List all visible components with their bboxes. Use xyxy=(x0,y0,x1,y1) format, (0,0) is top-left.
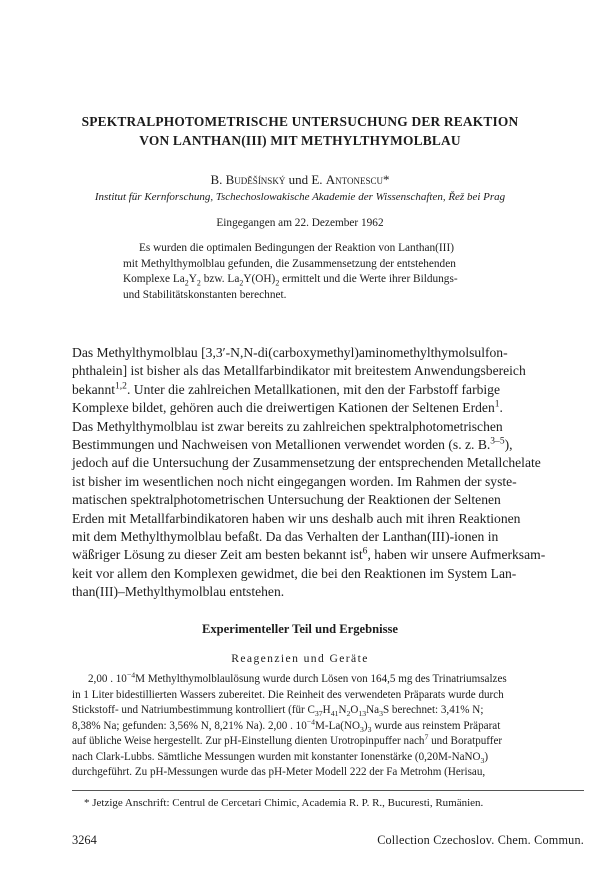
experimental-line: in 1 Liter bidestillierten Wassers zubereitet. Die Reinheit des verwendeten Präparats wurde durch xyxy=(72,688,504,701)
citation-ref: 6 xyxy=(362,546,368,557)
author-1-name: Buděšínský xyxy=(225,172,286,187)
title-line-1: SPEKTRALPHOTOMETRISCHE UNTERSUCHUNG DER REAKTION xyxy=(81,114,519,129)
body-line: keit vor allem den Komplexen gewidmet, die bei den Reaktionen im System Lan- xyxy=(72,565,517,581)
body-line: than(III)–Methylthymolblau entstehen. xyxy=(72,584,285,600)
body-line: phthalein] ist bisher als das Metallfarbindikator mit breitestem Anwendungsbereich xyxy=(72,363,526,379)
body-line: Bestimmungen und Nachweisen von Metallionen verwendet worden (s. z. B.$^{3-5}$), xyxy=(72,436,513,453)
author-conjunction: und E. xyxy=(285,172,326,187)
body-line: matischen spektralphotometrischen Untersuchung der Reaktionen der Seltenen xyxy=(72,492,501,508)
page-number: 3264 xyxy=(72,833,97,847)
article-title xyxy=(60,112,540,150)
body-line: mit dem Methylthymolblau befaßt. Da das Verhalten der Lanthan(III)-ionen in xyxy=(72,529,499,545)
experimental-line: 8,38% Na; gefunden: 3,56% N, 8,21% Na). 2,00 . $10^{-4}M-La(NO_3)_3$ wurde aus reinstem Präparat xyxy=(72,716,501,734)
experimental-paragraph xyxy=(72,672,592,781)
body-line: jedoch auf die Untersuchung der Zusammensetzung der entsprechenden Metallchelate xyxy=(72,455,541,471)
section-heading: Experimenteller Teil und Ergebnisse xyxy=(201,622,399,636)
citation-ref: 1,2 xyxy=(115,381,127,392)
footnote: * Jetzige Anschrift: Centrul de Cercetari Chimic, Academia R. P. R., Bucuresti, Rumänien. xyxy=(84,797,484,809)
body-line: ist bisher im wesentlichen noch nicht eingegangen worden. Im Rahmen der syste- xyxy=(72,473,517,489)
institute-affiliation: Institut für Kernforschung, Tschechoslowakische Akademie der Wissenschaften, Řež bei Prag xyxy=(94,191,506,203)
body-line: bekannt$^{1,2}$. Unter die zahlreichen Metallkationen, mit den der Farbstoff farbige xyxy=(72,381,501,397)
experimental-line: nach Clark-Lubbs. Sämtliche Messungen wurden mit konstanter Ionenstärke (0,20M-NaNO$_3$) xyxy=(72,750,489,765)
title-line-2: VON LANTHAN(III) MIT METHYLTHYMOLBLAU xyxy=(139,133,461,148)
abstract-line: mit Methylthymolblau gefunden, die Zusammensetzung der entstehenden xyxy=(123,257,456,270)
received-date: Eingegangen am 22. Dezember 1962 xyxy=(216,217,384,229)
author-line xyxy=(60,172,540,188)
subsection-heading: Reagenzien und Geräte xyxy=(231,652,369,665)
footnote-divider xyxy=(72,790,584,791)
abstract xyxy=(123,241,517,303)
experimental-line: 2,00 . $10^{-4}M$ Methylthymolblaulösung wurde durch Lösen von 164,5 mg des Trinatriumsalzes xyxy=(88,670,507,685)
experimental-line: auf übliche Weise hergestellt. Zur pH-Einstellung dienten Urotropinpuffer nach$^7$ und Boratpuffer xyxy=(72,732,503,747)
body-line: Das Methylthymolblau ist zwar bereits zu zahlreichen spektralphotometrischen xyxy=(72,418,503,434)
author-2-name: Antonescu xyxy=(325,172,384,187)
body-line: wäßriger Lösung zu dieser Zeit am besten bekannt ist$^6$, haben wir unsere Aufmerksam- xyxy=(72,546,546,563)
body-paragraph xyxy=(72,344,582,602)
citation-ref: 3–5 xyxy=(490,436,505,447)
body-line: Erden mit Metallfarbindikatoren haben wir uns deshalb auch mit ihren Reaktionen xyxy=(72,510,521,526)
experimental-line: durchgeführt. Zu pH-Messungen wurde das pH-Meter Modell 222 der Fa Metrohm (Herisau, xyxy=(72,766,486,778)
citation-ref: 1 xyxy=(494,399,500,410)
experimental-line: Stickstoff- und Natriumbestimmung kontrolliert (für $C_{37}H_{41}N_2O_{13}Na_3S$ berechnet: 3,41% N; xyxy=(72,704,484,719)
abstract-line: und Stabilitätskonstanten berechnet. xyxy=(123,288,287,301)
body-line: Das Methylthymolblau [3,3′-N,N-di(carboxymethyl)aminomethylthymolsulfon- xyxy=(72,345,508,360)
abstract-line: Komplexe $La_2Y_2$ bzw. $La_2Y(OH)_2$ ermittelt und die Werte ihrer Bildungs- xyxy=(123,273,458,288)
footnote-marker: * xyxy=(383,172,390,187)
abstract-line: Es wurden die optimalen Bedingungen der Reaktion von Lanthan(III) xyxy=(139,242,454,254)
author-1-initial: B. xyxy=(210,172,226,187)
body-line: Komplexe bildet, gehören auch die dreiwertigen Kationen der Seltenen Erden$^1$. xyxy=(72,399,503,416)
journal-name: Collection Czechoslov. Chem. Commun. xyxy=(377,833,584,847)
